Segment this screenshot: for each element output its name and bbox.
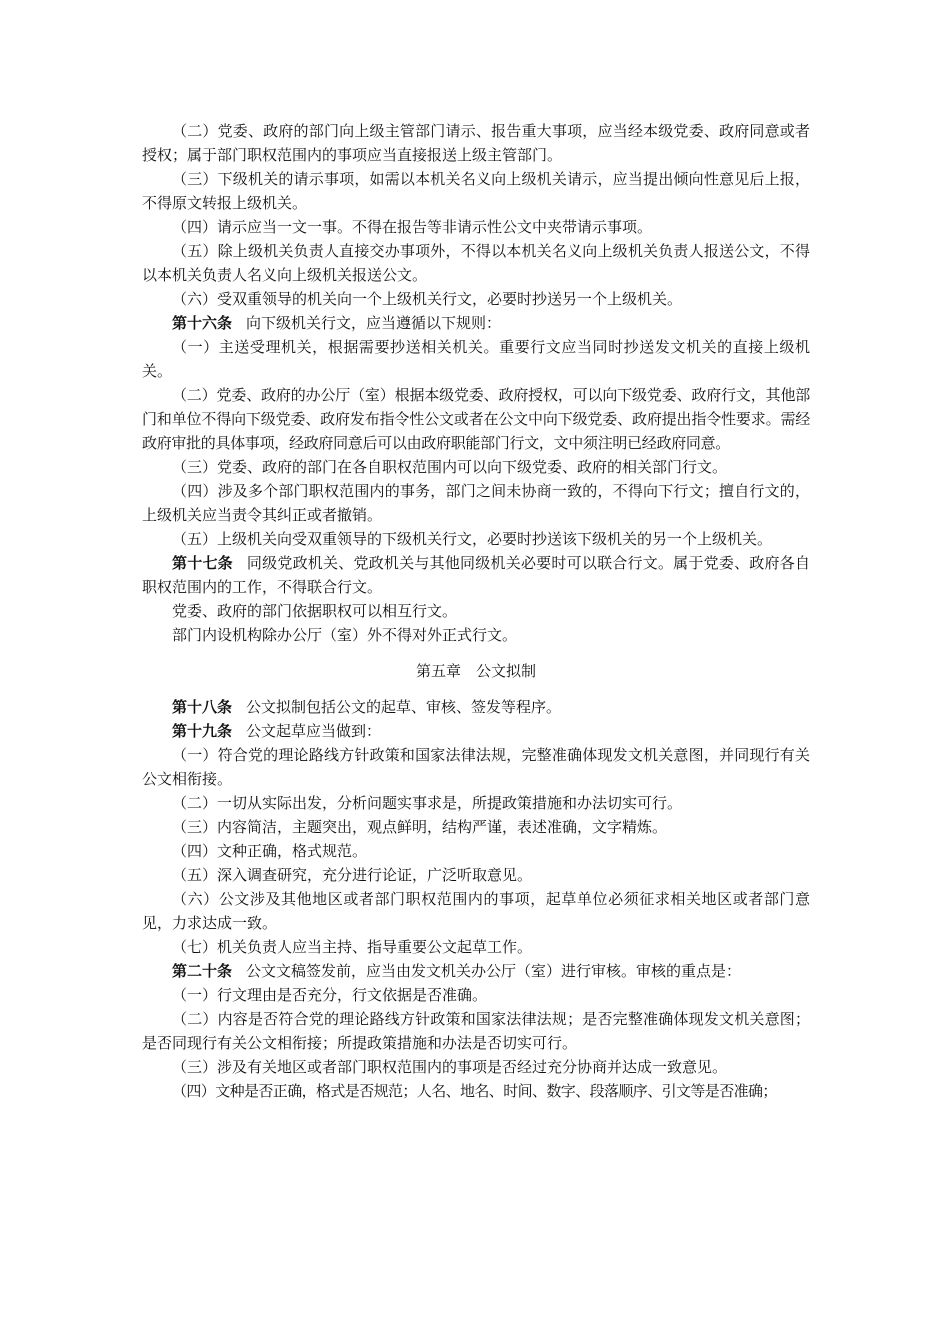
article-text: 向下级机关行文，应当遵循以下规则： <box>246 314 502 332</box>
paragraph: 部门内设机构除办公厅（室）外不得对外正式行文。 <box>172 626 518 644</box>
paragraph: 党委、政府的部门依据职权可以相互行文。 <box>172 602 458 620</box>
chapter-title: 第五章 公文拟制 <box>415 662 536 680</box>
document-body <box>142 119 810 1103</box>
article-text: 公文文稿签发前，应当由发文机关办公厅（室）进行审核。审核的重点是： <box>246 962 742 980</box>
article-text: 公文拟制包括公文的起草、审核、签发等程序。 <box>246 698 562 716</box>
paragraph: （二）党委、政府的部门向上级主管部门请示、报告重大事项，应当经本级党委、政府同意或者授权；属于部门职权范围内的事项应当直接报送上级主管部门。 <box>142 122 810 164</box>
article-paragraph <box>142 695 810 719</box>
article-paragraph <box>142 959 810 983</box>
article-number: 第十八条 <box>172 698 233 716</box>
article-number: 第十七条 <box>172 554 233 572</box>
article-text: 同级党政机关、党政机关与其他同级机关必要时可以联合行文。属于党委、政府各自职权范围内的工作，不得联合行文。 <box>142 554 810 596</box>
paragraph: （一）符合党的理论路线方针政策和国家法律法规，完整准确体现发文机关意图，并同现行有关公文相衔接。 <box>142 746 810 788</box>
article-paragraph <box>142 551 810 599</box>
paragraph: （五）深入调查研究，充分进行论证，广泛听取意见。 <box>172 866 533 884</box>
paragraph: （四）文种是否正确，格式是否规范；人名、地名、时间、数字、段落顺序、引文等是否准确； <box>172 1082 777 1100</box>
article-paragraph <box>142 311 810 335</box>
paragraph: （五）除上级机关负责人直接交办事项外，不得以本机关名义向上级机关负责人报送公文，不得以本机关负责人名义向上级机关报送公文。 <box>142 242 810 284</box>
paragraph: （四）请示应当一文一事。不得在报告等非请示性公文中夹带请示事项。 <box>172 218 653 236</box>
article-paragraph <box>142 719 810 743</box>
paragraph: （二）一切从实际出发，分析问题实事求是，所提政策措施和办法切实可行。 <box>172 794 683 812</box>
paragraph: （三）党委、政府的部门在各自职权范围内可以向下级党委、政府的相关部门行文。 <box>172 458 728 476</box>
paragraph: （六）受双重领导的机关向一个上级机关行文，必要时抄送另一个上级机关。 <box>172 290 683 308</box>
paragraph: （三）涉及有关地区或者部门职权范围内的事项是否经过充分协商并达成一致意见。 <box>172 1058 728 1076</box>
paragraph: （七）机关负责人应当主持、指导重要公文起草工作。 <box>172 938 533 956</box>
article-number: 第十六条 <box>172 314 233 332</box>
paragraph: （六）公文涉及其他地区或者部门职权范围内的事项，起草单位必须征求相关地区或者部门意见，力求达成一致。 <box>142 890 810 932</box>
paragraph: （二）党委、政府的办公厅（室）根据本级党委、政府授权，可以向下级党委、政府行文，其他部门和单位不得向下级党委、政府发布指令性公文或者在公文中向下级党委、政府提出指令性要求。需经政府审批的具体事项，经政府同意后可以由政府职能部门行文，文中须注明已经政府同意。 <box>142 386 810 452</box>
article-number: 第二十条 <box>172 962 233 980</box>
paragraph: （三）内容简洁，主题突出，观点鲜明，结构严谨，表述准确，文字精炼。 <box>172 818 668 836</box>
paragraph: （五）上级机关向受双重领导的下级机关行文，必要时抄送该下级机关的另一个上级机关。 <box>172 530 773 548</box>
paragraph: （四）文种正确，格式规范。 <box>172 842 368 860</box>
paragraph: （一）主送受理机关，根据需要抄送相关机关。重要行文应当同时抄送发文机关的直接上级机关。 <box>142 338 810 380</box>
article-text: 公文起草应当做到： <box>246 722 382 740</box>
paragraph: （二）内容是否符合党的理论路线方针政策和国家法律法规；是否完整准确体现发文机关意图；是否同现行有关公文相衔接；所提政策措施和办法是否切实可行。 <box>142 1010 810 1052</box>
paragraph: （一）行文理由是否充分，行文依据是否准确。 <box>172 986 488 1004</box>
paragraph: （四）涉及多个部门职权范围内的事务，部门之间未协商一致的，不得向下行文；擅自行文的，上级机关应当责令其纠正或者撤销。 <box>142 482 810 524</box>
article-number: 第十九条 <box>172 722 233 740</box>
paragraph: （三）下级机关的请示事项，如需以本机关名义向上级机关请示，应当提出倾向性意见后上报，不得原文转报上级机关。 <box>142 170 810 212</box>
